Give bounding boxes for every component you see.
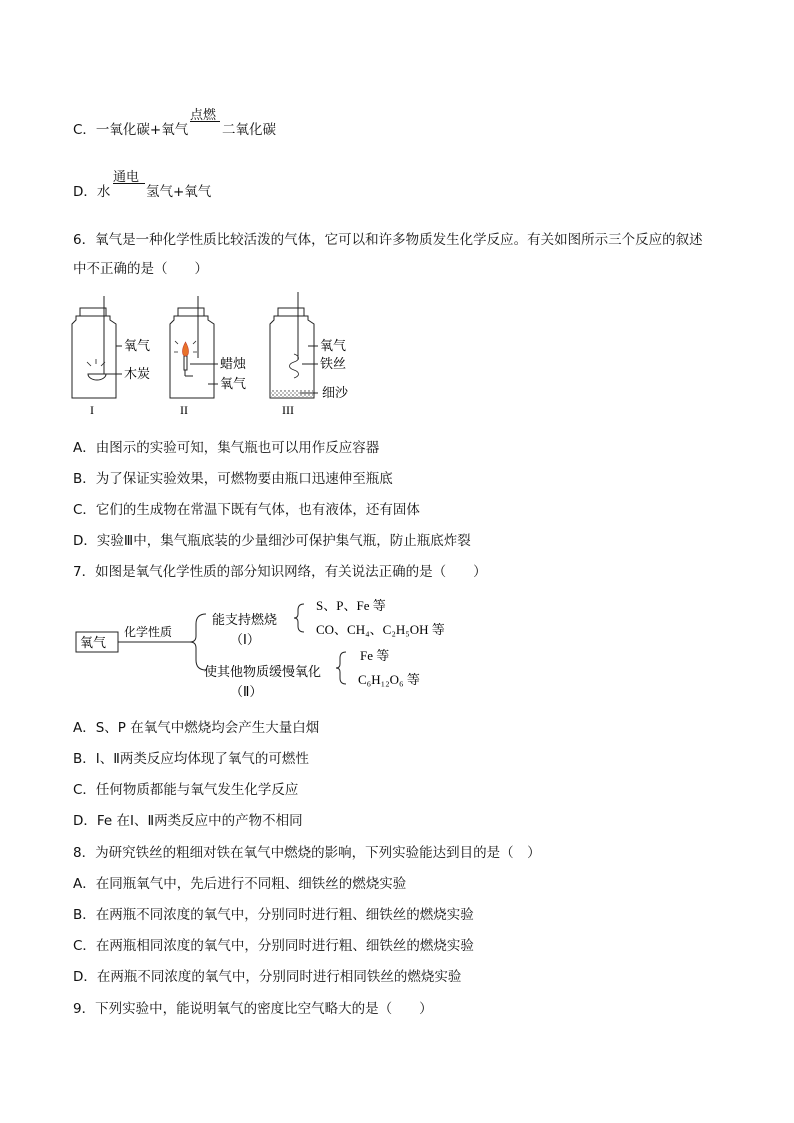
q6-option-c[interactable]: C．它们的生成物在常温下既有气体，也有液体，还有固体	[73, 502, 420, 518]
jar2-substance-label: 蜡烛	[220, 357, 247, 372]
q8-stem: 8．为研究铁丝的粗细对铁在氧气中燃烧的影响，下列实验能达到目的是（ ）	[73, 845, 541, 861]
branch-2-label: 使其他物质缓慢氧化	[204, 665, 322, 680]
network-root: 氧气	[80, 636, 107, 651]
reaction-line	[190, 121, 220, 122]
reaction-condition-electrolysis: 通电	[113, 170, 140, 185]
q7-stem: 7．如图是氧气化学性质的部分知识网络，有关说法正确的是（ ）	[73, 564, 487, 580]
option-c-prefix: C．一氧化碳+氧气	[73, 122, 189, 138]
jar2-numeral: II	[180, 403, 188, 417]
gas-jar-1	[72, 296, 122, 398]
q7-option-b[interactable]: B．Ⅰ、Ⅱ两类反应均体现了氧气的可燃性	[73, 751, 309, 767]
gas-jar-2	[170, 296, 214, 398]
q8-option-a[interactable]: A．在同瓶氧气中，先后进行不同粗、细铁丝的燃烧实验	[73, 876, 407, 892]
jar1-gas-label: 氧气	[124, 339, 151, 354]
jar3-sand-label: 细沙	[322, 386, 349, 401]
option-c-product: 二氧化碳	[222, 122, 276, 138]
q6-stem-line1: 6．氧气是一种化学性质比较活泼的气体，它可以和许多物质发生化学反应。有关如图所示三个反应的叙述	[73, 232, 703, 248]
branch-2-item-1: Fe 等	[360, 648, 390, 663]
branch-1-item-2: CO、CH₄、C₂H₅OH 等	[316, 622, 445, 637]
jar1-substance-label: 木炭	[124, 367, 151, 382]
jar3-numeral: III	[282, 403, 294, 417]
jar3-gas-label: 氧气	[320, 339, 347, 354]
reaction-line	[113, 183, 145, 184]
branch-1-tag: （Ⅰ）	[230, 633, 260, 648]
q6-option-a[interactable]: A．由图示的实验可知，集气瓶也可以用作反应容器	[73, 440, 380, 456]
q6-option-b[interactable]: B．为了保证实验效果，可燃物要由瓶口迅速伸至瓶底	[73, 471, 393, 487]
q6-figure	[60, 290, 380, 420]
branch-2-tag: （Ⅱ）	[230, 685, 263, 700]
q6-stem-line2: 中不正确的是（ ）	[73, 261, 208, 277]
q7-option-d[interactable]: D．Fe 在Ⅰ、Ⅱ两类反应中的产物不相同	[73, 813, 303, 829]
jar1-numeral: I	[90, 403, 94, 417]
candle-flame-icon	[182, 342, 188, 356]
q9-stem: 9．下列实验中，能说明氧气的密度比空气略大的是（ ）	[73, 1001, 433, 1017]
q7-option-c[interactable]: C．任何物质都能与氧气发生化学反应	[73, 782, 299, 798]
jar2-gas-label: 氧气	[220, 377, 247, 392]
branch-2-item-2: C₆H₁₂O₆ 等	[358, 672, 420, 687]
q6-option-d[interactable]: D．实验Ⅲ中，集气瓶底装的少量细沙可保护集气瓶，防止瓶底炸裂	[73, 533, 471, 549]
option-d-prefix: D．水	[73, 184, 111, 200]
fine-sand-layer	[271, 390, 313, 397]
reaction-condition-ignite: 点燃	[190, 108, 217, 123]
q8-option-c[interactable]: C．在两瓶相同浓度的氧气中，分别同时进行粗、细铁丝的燃烧实验	[73, 938, 474, 954]
option-d-product: 氢气+氧气	[146, 184, 212, 200]
branch-1-item-1: S、P、Fe 等	[316, 598, 386, 613]
q8-option-b[interactable]: B．在两瓶不同浓度的氧气中，分别同时进行粗、细铁丝的燃烧实验	[73, 907, 474, 923]
branch-1-label: 能支持燃烧	[212, 613, 278, 628]
q7-option-a[interactable]: A．S、P 在氧气中燃烧均会产生大量白烟	[73, 720, 320, 736]
gas-jar-3	[270, 292, 318, 398]
q8-option-d[interactable]: D．在两瓶不同浓度的氧气中，分别同时进行相同铁丝的燃烧实验	[73, 969, 462, 985]
q7-knowledge-network	[70, 592, 470, 704]
jar3-substance-label: 铁丝	[320, 357, 347, 372]
network-edge-label: 化学性质	[124, 625, 173, 639]
